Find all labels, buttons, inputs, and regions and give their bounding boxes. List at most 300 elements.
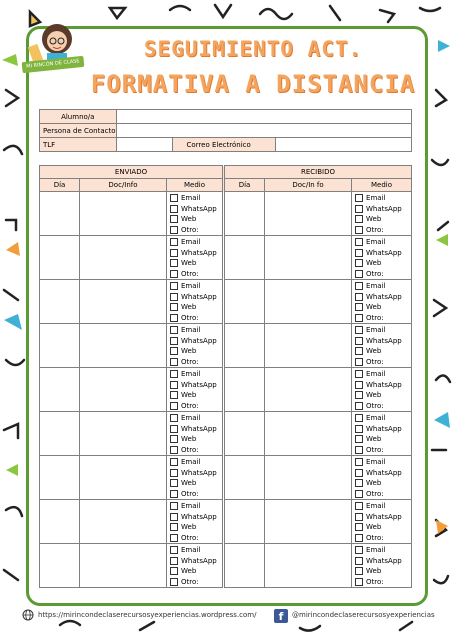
- medio-option[interactable]: [355, 434, 411, 445]
- medio-option[interactable]: [355, 390, 411, 401]
- medio-option[interactable]: [355, 556, 411, 567]
- medio-option[interactable]: [355, 522, 411, 533]
- dia-recv-cell[interactable]: [225, 544, 265, 588]
- checkbox[interactable]: [170, 205, 178, 213]
- checkbox[interactable]: [355, 458, 363, 466]
- option-label: Otro:: [181, 401, 199, 410]
- medio-option[interactable]: [355, 369, 411, 380]
- checkbox[interactable]: [355, 435, 363, 443]
- checkbox[interactable]: [355, 326, 363, 334]
- medio-option[interactable]: [355, 468, 411, 479]
- doc-recv-cell[interactable]: [265, 192, 352, 236]
- dia-sent-cell[interactable]: [40, 324, 80, 368]
- checkbox[interactable]: [355, 578, 363, 586]
- medio-option[interactable]: [170, 380, 222, 391]
- medio-option[interactable]: [355, 258, 411, 269]
- medio-option[interactable]: [355, 457, 411, 468]
- option-label: Email: [366, 414, 386, 422]
- checkbox[interactable]: [355, 259, 363, 267]
- dia-recv-cell[interactable]: [225, 368, 265, 412]
- medio-option[interactable]: [355, 478, 411, 489]
- medio-option[interactable]: [355, 292, 411, 303]
- table-row: [40, 456, 412, 500]
- option-label: Web: [181, 303, 197, 311]
- medio-options-recv: [352, 456, 412, 500]
- checkbox[interactable]: [355, 370, 363, 378]
- doc-recv-cell[interactable]: [265, 280, 352, 324]
- medio-option[interactable]: [170, 468, 222, 479]
- medio-option[interactable]: [355, 214, 411, 225]
- checkbox[interactable]: [170, 446, 178, 454]
- medio-option[interactable]: [170, 292, 222, 303]
- table-row: [40, 544, 412, 588]
- checkbox[interactable]: [170, 303, 178, 311]
- medio-option[interactable]: [170, 424, 222, 435]
- option-label: Otro:: [181, 269, 199, 278]
- website-link[interactable]: https://mirincondeclaserecursosyexperiencias.wordpress.com/: [38, 611, 257, 619]
- option-label: WhatsApp: [366, 336, 402, 345]
- medio-option[interactable]: [355, 577, 411, 588]
- recibido-header: RECIBIDO: [225, 166, 412, 179]
- checkbox[interactable]: [355, 557, 363, 565]
- col-dia-sent: Día: [40, 179, 80, 192]
- medio-option[interactable]: [355, 445, 411, 456]
- option-label: Otro:: [181, 357, 199, 366]
- option-label: Otro:: [181, 313, 199, 322]
- checkbox[interactable]: [355, 479, 363, 487]
- medio-options-recv: [352, 236, 412, 280]
- option-label: Web: [366, 391, 382, 399]
- medio-option[interactable]: [355, 225, 411, 236]
- checkbox[interactable]: [170, 282, 178, 290]
- medio-option[interactable]: [355, 193, 411, 204]
- option-label: Web: [366, 479, 382, 487]
- option-label: Web: [366, 347, 382, 355]
- medio-options-recv: [352, 544, 412, 588]
- checkbox[interactable]: [170, 314, 178, 322]
- option-label: Otro:: [366, 313, 384, 322]
- option-label: Otro:: [181, 225, 199, 234]
- medio-option[interactable]: [170, 434, 222, 445]
- option-label: Web: [181, 347, 197, 355]
- option-label: Otro:: [366, 269, 384, 278]
- checkbox[interactable]: [170, 513, 178, 521]
- dia-sent-cell[interactable]: [40, 456, 80, 500]
- table-row: [40, 324, 412, 368]
- option-label: Email: [366, 546, 386, 554]
- checkbox[interactable]: [355, 226, 363, 234]
- medio-option[interactable]: [355, 413, 411, 424]
- checkbox[interactable]: [355, 381, 363, 389]
- checkbox[interactable]: [355, 391, 363, 399]
- checkbox[interactable]: [170, 567, 178, 575]
- option-label: WhatsApp: [181, 424, 217, 433]
- col-medio-sent: Medio: [167, 179, 223, 192]
- option-label: Web: [181, 479, 197, 487]
- medio-option[interactable]: [170, 313, 222, 324]
- checkbox[interactable]: [170, 546, 178, 554]
- checkbox[interactable]: [170, 293, 178, 301]
- option-label: Web: [366, 303, 382, 311]
- doc-recv-cell[interactable]: [265, 412, 352, 456]
- option-label: Email: [366, 282, 386, 290]
- checkbox[interactable]: [355, 523, 363, 531]
- medio-option[interactable]: [355, 533, 411, 544]
- table-row: [40, 368, 412, 412]
- checkbox[interactable]: [170, 259, 178, 267]
- option-label: WhatsApp: [181, 468, 217, 477]
- medio-options-recv: [352, 324, 412, 368]
- badge-label: MI RINCÓN DE CLASE: [22, 56, 85, 73]
- option-label: Otro:: [366, 577, 384, 586]
- option-label: WhatsApp: [181, 248, 217, 257]
- checkbox[interactable]: [170, 578, 178, 586]
- medio-option[interactable]: [355, 489, 411, 500]
- table-row: [40, 412, 412, 456]
- option-label: Email: [181, 546, 201, 554]
- option-label: Otro:: [181, 489, 199, 498]
- medio-option[interactable]: [355, 545, 411, 556]
- option-label: WhatsApp: [366, 424, 402, 433]
- checkbox[interactable]: [355, 414, 363, 422]
- medio-option[interactable]: [170, 512, 222, 523]
- medio-option[interactable]: [355, 302, 411, 313]
- option-label: WhatsApp: [181, 512, 217, 521]
- option-label: Web: [181, 215, 197, 223]
- table-row: [40, 500, 412, 544]
- checkbox[interactable]: [170, 391, 178, 399]
- doc-sent-cell[interactable]: [80, 280, 167, 324]
- option-label: Web: [366, 259, 382, 267]
- dia-sent-cell[interactable]: [40, 544, 80, 588]
- medio-option[interactable]: [170, 577, 222, 588]
- checkbox[interactable]: [355, 490, 363, 498]
- option-label: Otro:: [366, 401, 384, 410]
- checkbox[interactable]: [170, 215, 178, 223]
- checkbox[interactable]: [170, 194, 178, 202]
- option-label: Web: [181, 523, 197, 531]
- checkbox[interactable]: [170, 502, 178, 510]
- checkbox[interactable]: [170, 326, 178, 334]
- dia-recv-cell[interactable]: [225, 500, 265, 544]
- medio-option[interactable]: [170, 390, 222, 401]
- page-title-line-2: FORMATIVA A DISTANCIA: [90, 70, 416, 98]
- checkbox[interactable]: [355, 567, 363, 575]
- option-label: Email: [181, 414, 201, 422]
- option-label: Otro:: [181, 577, 199, 586]
- option-label: Email: [181, 194, 201, 202]
- checkbox[interactable]: [170, 534, 178, 542]
- option-label: Otro:: [366, 445, 384, 454]
- table-row: [40, 236, 412, 280]
- option-label: WhatsApp: [366, 512, 402, 521]
- checkbox[interactable]: [170, 414, 178, 422]
- medio-option[interactable]: [355, 269, 411, 280]
- student-info-table: [39, 109, 412, 152]
- medio-option[interactable]: [355, 325, 411, 336]
- option-label: WhatsApp: [181, 380, 217, 389]
- doc-recv-cell[interactable]: [265, 500, 352, 544]
- globe-icon: [22, 609, 34, 621]
- medio-options-sent: [167, 192, 223, 236]
- medio-options-recv: [352, 280, 412, 324]
- option-label: WhatsApp: [366, 556, 402, 565]
- medio-options-recv: [352, 192, 412, 236]
- checkbox[interactable]: [170, 370, 178, 378]
- tracking-rows: [40, 192, 412, 588]
- option-label: Email: [366, 502, 386, 510]
- checkbox[interactable]: [355, 314, 363, 322]
- option-label: Email: [181, 326, 201, 334]
- checkbox[interactable]: [170, 458, 178, 466]
- col-dia-recv: Día: [225, 179, 265, 192]
- enviado-header: ENVIADO: [40, 166, 223, 179]
- checkbox[interactable]: [170, 523, 178, 531]
- medio-option[interactable]: [170, 457, 222, 468]
- option-label: WhatsApp: [366, 204, 402, 213]
- medio-option[interactable]: [355, 346, 411, 357]
- facebook-handle[interactable]: @mirincondeclaserecursosyexperiencias: [292, 611, 435, 619]
- checkbox[interactable]: [355, 534, 363, 542]
- option-label: WhatsApp: [366, 248, 402, 257]
- option-label: Web: [366, 215, 382, 223]
- contacto-field[interactable]: [116, 124, 411, 138]
- checkbox[interactable]: [170, 270, 178, 278]
- medio-options-sent: [167, 544, 223, 588]
- medio-options-sent: [167, 236, 223, 280]
- option-label: Email: [366, 326, 386, 334]
- medio-option[interactable]: [170, 325, 222, 336]
- tlf-label: TLF: [40, 138, 117, 152]
- medio-option[interactable]: [170, 248, 222, 259]
- checkbox[interactable]: [170, 358, 178, 366]
- checkbox[interactable]: [355, 358, 363, 366]
- option-label: Email: [366, 194, 386, 202]
- medio-option[interactable]: [355, 237, 411, 248]
- medio-options-recv: [352, 412, 412, 456]
- medio-option[interactable]: [355, 566, 411, 577]
- medio-option[interactable]: [170, 501, 222, 512]
- medio-option[interactable]: [355, 401, 411, 412]
- option-label: WhatsApp: [366, 380, 402, 389]
- option-label: Web: [181, 391, 197, 399]
- checkbox[interactable]: [355, 270, 363, 278]
- dia-recv-cell[interactable]: [225, 192, 265, 236]
- dia-recv-cell[interactable]: [225, 456, 265, 500]
- dia-recv-cell[interactable]: [225, 324, 265, 368]
- option-label: Email: [366, 238, 386, 246]
- doc-recv-cell[interactable]: [265, 456, 352, 500]
- option-label: Email: [181, 502, 201, 510]
- medio-option[interactable]: [170, 445, 222, 456]
- medio-option[interactable]: [355, 248, 411, 259]
- medio-option[interactable]: [170, 522, 222, 533]
- col-medio-recv: Medio: [352, 179, 412, 192]
- medio-option[interactable]: [170, 566, 222, 577]
- option-label: WhatsApp: [181, 556, 217, 565]
- doc-recv-cell[interactable]: [265, 544, 352, 588]
- doc-sent-cell[interactable]: [80, 324, 167, 368]
- checkbox[interactable]: [355, 303, 363, 311]
- page-title-line-1: SEGUIMIENTO ACT.: [143, 37, 363, 61]
- option-label: Otro:: [366, 357, 384, 366]
- medio-option[interactable]: [170, 336, 222, 347]
- checkbox[interactable]: [355, 446, 363, 454]
- medio-option[interactable]: [170, 346, 222, 357]
- option-label: WhatsApp: [366, 292, 402, 301]
- option-label: Web: [366, 567, 382, 575]
- checkbox[interactable]: [355, 513, 363, 521]
- option-label: Otro:: [366, 533, 384, 542]
- option-label: Email: [181, 238, 201, 246]
- dia-sent-cell[interactable]: [40, 236, 80, 280]
- alumno-field[interactable]: [116, 110, 411, 124]
- checkbox[interactable]: [170, 425, 178, 433]
- dia-sent-cell[interactable]: [40, 280, 80, 324]
- checkbox[interactable]: [355, 337, 363, 345]
- option-label: Web: [181, 259, 197, 267]
- doc-sent-cell[interactable]: [80, 368, 167, 412]
- medio-option[interactable]: [355, 313, 411, 324]
- option-label: Otro:: [181, 533, 199, 542]
- tlf-field[interactable]: [116, 138, 172, 152]
- dia-sent-cell[interactable]: [40, 192, 80, 236]
- checkbox[interactable]: [355, 502, 363, 510]
- option-label: WhatsApp: [181, 204, 217, 213]
- checkbox[interactable]: [170, 238, 178, 246]
- medio-option[interactable]: [355, 512, 411, 523]
- checkbox[interactable]: [170, 469, 178, 477]
- table-row: [40, 192, 412, 236]
- option-label: Email: [366, 458, 386, 466]
- option-label: Otro:: [181, 445, 199, 454]
- col-doc-sent: Doc/Info: [80, 179, 167, 192]
- checkbox[interactable]: [170, 490, 178, 498]
- medio-option[interactable]: [170, 533, 222, 544]
- checkbox[interactable]: [170, 381, 178, 389]
- medio-options-sent: [167, 324, 223, 368]
- checkbox[interactable]: [355, 347, 363, 355]
- medio-options-sent: [167, 280, 223, 324]
- checkbox[interactable]: [355, 282, 363, 290]
- checkbox[interactable]: [170, 435, 178, 443]
- option-label: Email: [181, 370, 201, 378]
- dia-recv-cell[interactable]: [225, 412, 265, 456]
- medio-option[interactable]: [170, 545, 222, 556]
- doc-sent-cell[interactable]: [80, 192, 167, 236]
- col-doc-recv: Doc/In fo: [265, 179, 352, 192]
- medio-options-recv: [352, 500, 412, 544]
- checkbox[interactable]: [170, 557, 178, 565]
- doc-recv-cell[interactable]: [265, 368, 352, 412]
- medio-option[interactable]: [170, 357, 222, 368]
- medio-option[interactable]: [170, 237, 222, 248]
- option-label: Web: [366, 523, 382, 531]
- correo-label: Correo Electrónico: [172, 138, 275, 152]
- medio-option[interactable]: [170, 556, 222, 567]
- checkbox[interactable]: [170, 249, 178, 257]
- checkbox[interactable]: [170, 337, 178, 345]
- doc-sent-cell[interactable]: [80, 236, 167, 280]
- checkbox[interactable]: [355, 215, 363, 223]
- checkbox[interactable]: [355, 238, 363, 246]
- medio-option[interactable]: [355, 357, 411, 368]
- checkbox[interactable]: [355, 469, 363, 477]
- medio-option[interactable]: [170, 413, 222, 424]
- doc-sent-cell[interactable]: [80, 456, 167, 500]
- medio-options-recv: [352, 368, 412, 412]
- medio-option[interactable]: [355, 424, 411, 435]
- dia-recv-cell[interactable]: [225, 280, 265, 324]
- doc-sent-cell[interactable]: [80, 544, 167, 588]
- option-label: Email: [366, 370, 386, 378]
- medio-option[interactable]: [170, 302, 222, 313]
- medio-options-sent: [167, 456, 223, 500]
- dia-sent-cell[interactable]: [40, 412, 80, 456]
- option-label: Otro:: [366, 225, 384, 234]
- table-row: [40, 280, 412, 324]
- medio-option[interactable]: [170, 193, 222, 204]
- option-label: Web: [366, 435, 382, 443]
- correo-field[interactable]: [275, 138, 411, 152]
- medio-option[interactable]: [170, 204, 222, 215]
- checkbox[interactable]: [355, 425, 363, 433]
- checkbox[interactable]: [355, 194, 363, 202]
- tracking-table: [39, 165, 412, 588]
- medio-option[interactable]: [170, 369, 222, 380]
- medio-option[interactable]: [355, 501, 411, 512]
- medio-option[interactable]: [170, 269, 222, 280]
- medio-option[interactable]: [170, 214, 222, 225]
- medio-options-sent: [167, 412, 223, 456]
- option-label: Email: [181, 282, 201, 290]
- checkbox[interactable]: [170, 479, 178, 487]
- medio-options-sent: [167, 500, 223, 544]
- medio-option[interactable]: [170, 281, 222, 292]
- doc-recv-cell[interactable]: [265, 236, 352, 280]
- dia-sent-cell[interactable]: [40, 368, 80, 412]
- dia-sent-cell[interactable]: [40, 500, 80, 544]
- medio-option[interactable]: [170, 225, 222, 236]
- medio-option[interactable]: [355, 336, 411, 347]
- medio-option[interactable]: [355, 380, 411, 391]
- option-label: Web: [181, 435, 197, 443]
- checkbox[interactable]: [355, 205, 363, 213]
- doc-sent-cell[interactable]: [80, 500, 167, 544]
- checkbox[interactable]: [355, 402, 363, 410]
- medio-option[interactable]: [170, 401, 222, 412]
- checkbox[interactable]: [355, 249, 363, 257]
- checkbox[interactable]: [355, 293, 363, 301]
- option-label: WhatsApp: [366, 468, 402, 477]
- facebook-icon: f: [274, 609, 288, 623]
- doc-sent-cell[interactable]: [80, 412, 167, 456]
- medio-option[interactable]: [355, 281, 411, 292]
- medio-option[interactable]: [170, 478, 222, 489]
- checkbox[interactable]: [170, 226, 178, 234]
- option-label: WhatsApp: [181, 292, 217, 301]
- checkbox[interactable]: [170, 347, 178, 355]
- checkbox[interactable]: [170, 402, 178, 410]
- medio-option[interactable]: [170, 258, 222, 269]
- dia-recv-cell[interactable]: [225, 236, 265, 280]
- alumno-label: Alumno/a: [40, 110, 117, 124]
- medio-option[interactable]: [355, 204, 411, 215]
- option-label: Otro:: [366, 489, 384, 498]
- doc-recv-cell[interactable]: [265, 324, 352, 368]
- checkbox[interactable]: [355, 546, 363, 554]
- medio-option[interactable]: [170, 489, 222, 500]
